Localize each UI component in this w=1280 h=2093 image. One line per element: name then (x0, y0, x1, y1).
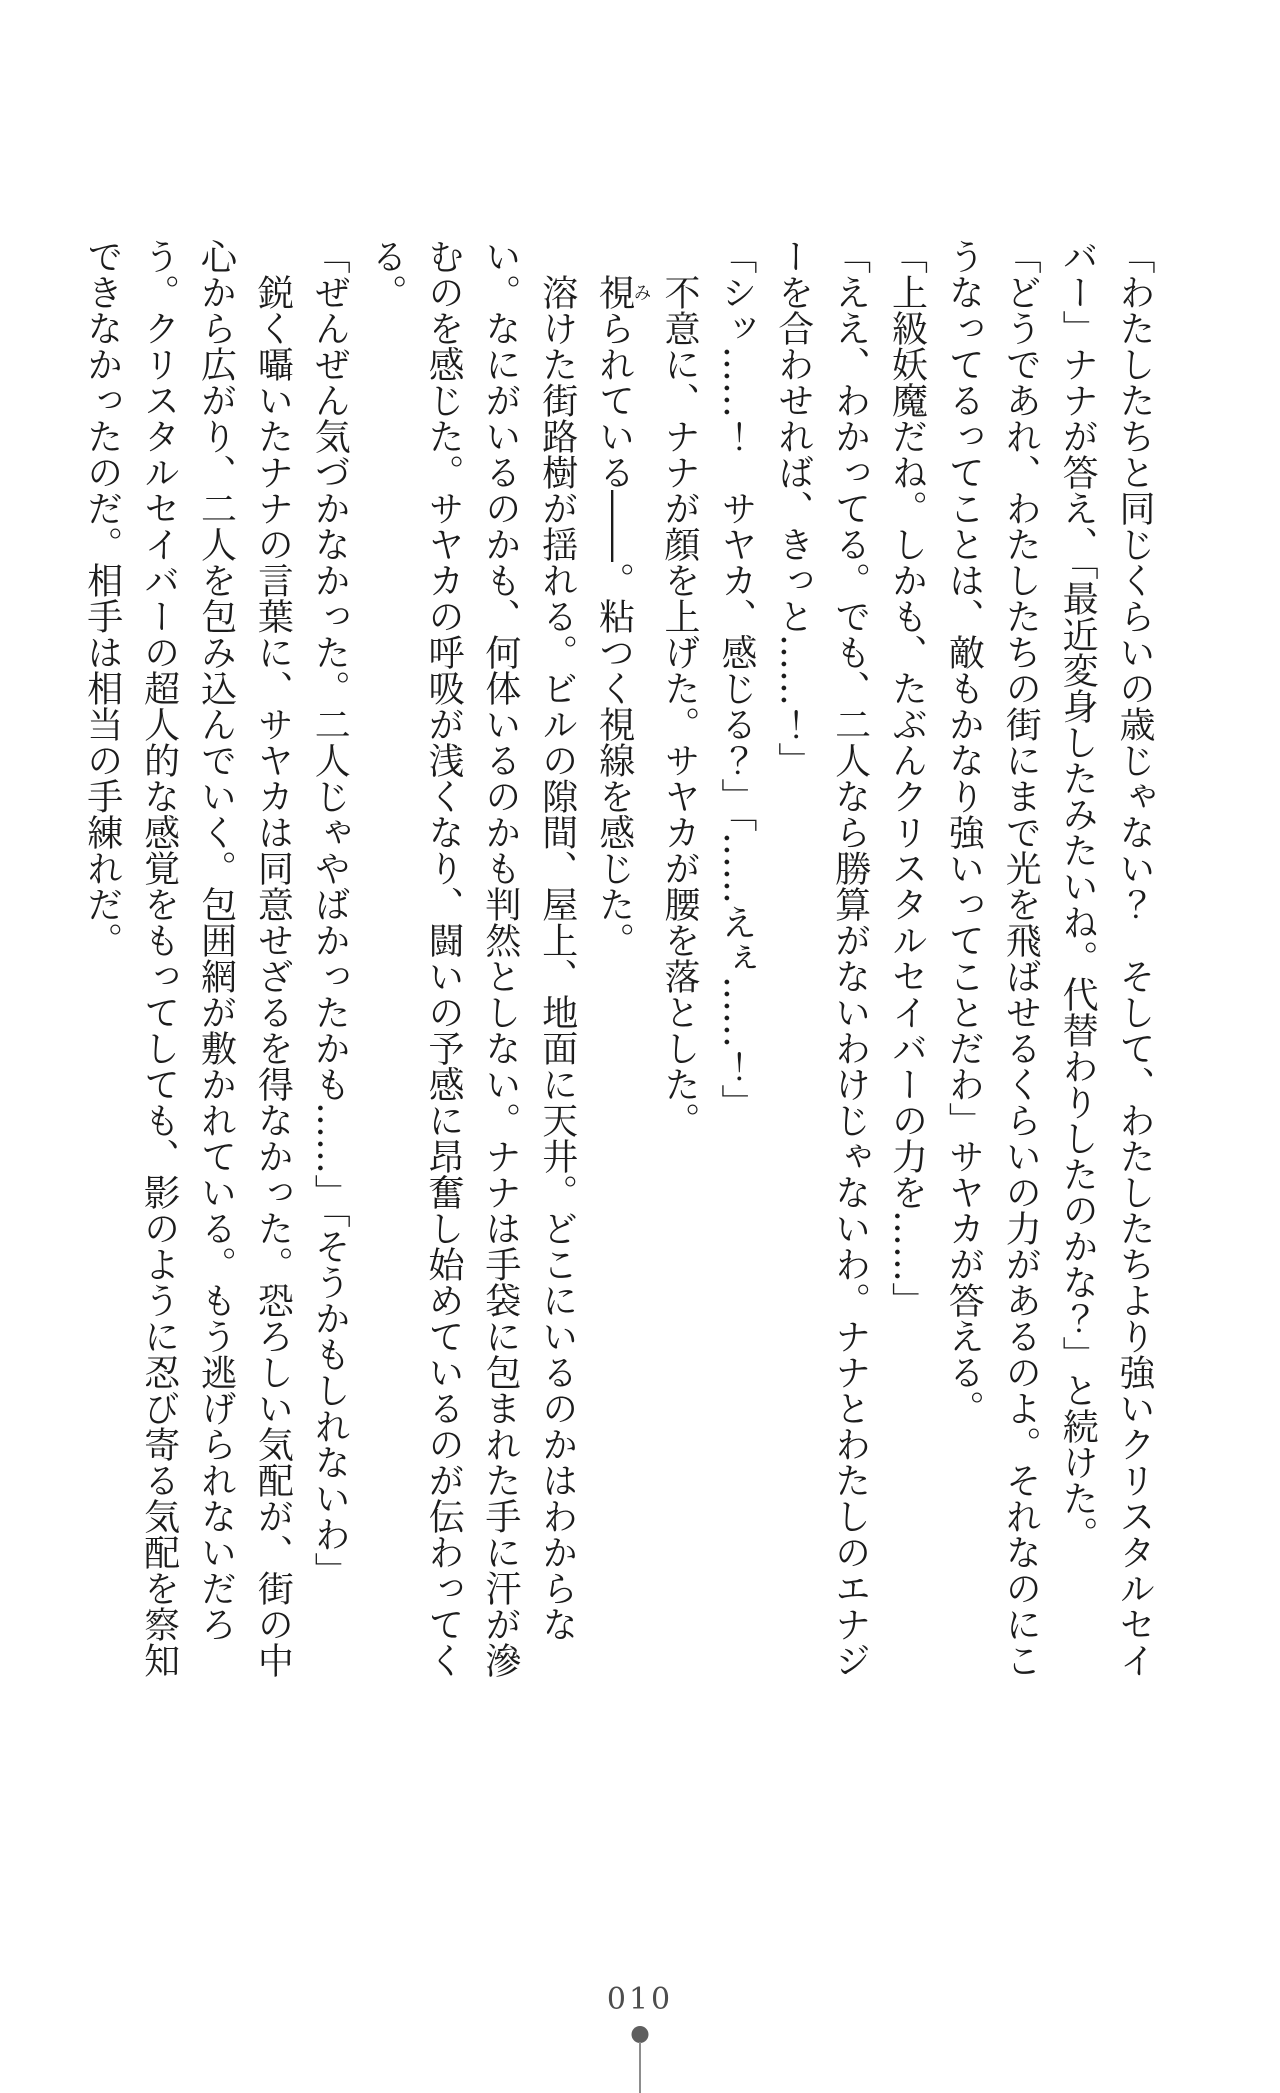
paragraph-10: 鋭く囁いたナナの言葉に、サヤカは同意せざるを得なかった。恐ろしい気配が、街の中心から広がり、二人を包み込んでいく。包囲網が敷かれている。もう逃げられないだろう。クリスタルセイバーの超人的な感覚をもってしても、影のように忍び寄る気配を察知できなかったのだ。相手は相当の手練れだ。 (81, 238, 294, 1678)
ruby-annotation (593, 274, 652, 310)
paragraph-07-text: られている――。粘つく視線を感じた。 (593, 310, 635, 958)
text-block (73, 238, 1162, 1700)
ruby-text: み (630, 274, 652, 310)
paragraph-09: 「ぜんぜん気づかなかった。二人じゃやばかったかも……」「そうかもしれないわ」 (309, 238, 351, 1588)
footer-ornament-line (639, 2042, 641, 2093)
footer-ornament-dot (632, 2026, 649, 2043)
paragraph-06: 不意に、ナナが顔を上げた。サヤカが腰を落とした。 (659, 274, 700, 1138)
paragraph-08: 溶けた街路樹が揺れる。ビルの隙間、屋上、地面に天井。どこにいるのかはわからない。なにがいるのかも、何体いるのかも判然としない。ナナは手袋に包まれた手に汗が滲むのを感じた。サヤカの呼吸が浅くなり、闘いの予感に昂奮し始めているのが伝わってくる。 (366, 238, 578, 1678)
paragraph-02: 「どうであれ、わたしたちの街にまで光を飛ばせるくらいの力があるのよ。それなのにこうなってるってことは、敵もかなり強いってことだわ」サヤカが答える。 (943, 238, 1042, 1678)
paragraph-03: 「上級妖魔だね。しかも、たぶんクリスタルセイバーの力を……」 (886, 238, 928, 1318)
paragraph-01: 「わたしたちと同じくらいの歳じゃない？ そして、わたしたちより強いクリスタルセイバー」ナナが答え、「最近変身したみたいね。代替わりしたのかな？」と続けた。 (1057, 238, 1155, 1678)
paragraph-07 (585, 238, 650, 1700)
page-number: 010 (606, 1982, 674, 2017)
paragraph-05: 「シッ……！ サヤカ、感じる？」「……えぇ……！」 (715, 238, 757, 1120)
paragraph-04: 「ええ、わかってる。でも、二人なら勝算がないわけじゃないわ。ナナとわたしのエナジーを合わせれば、きっと……！」 (772, 238, 871, 1678)
ruby-base: 視 (593, 274, 635, 310)
